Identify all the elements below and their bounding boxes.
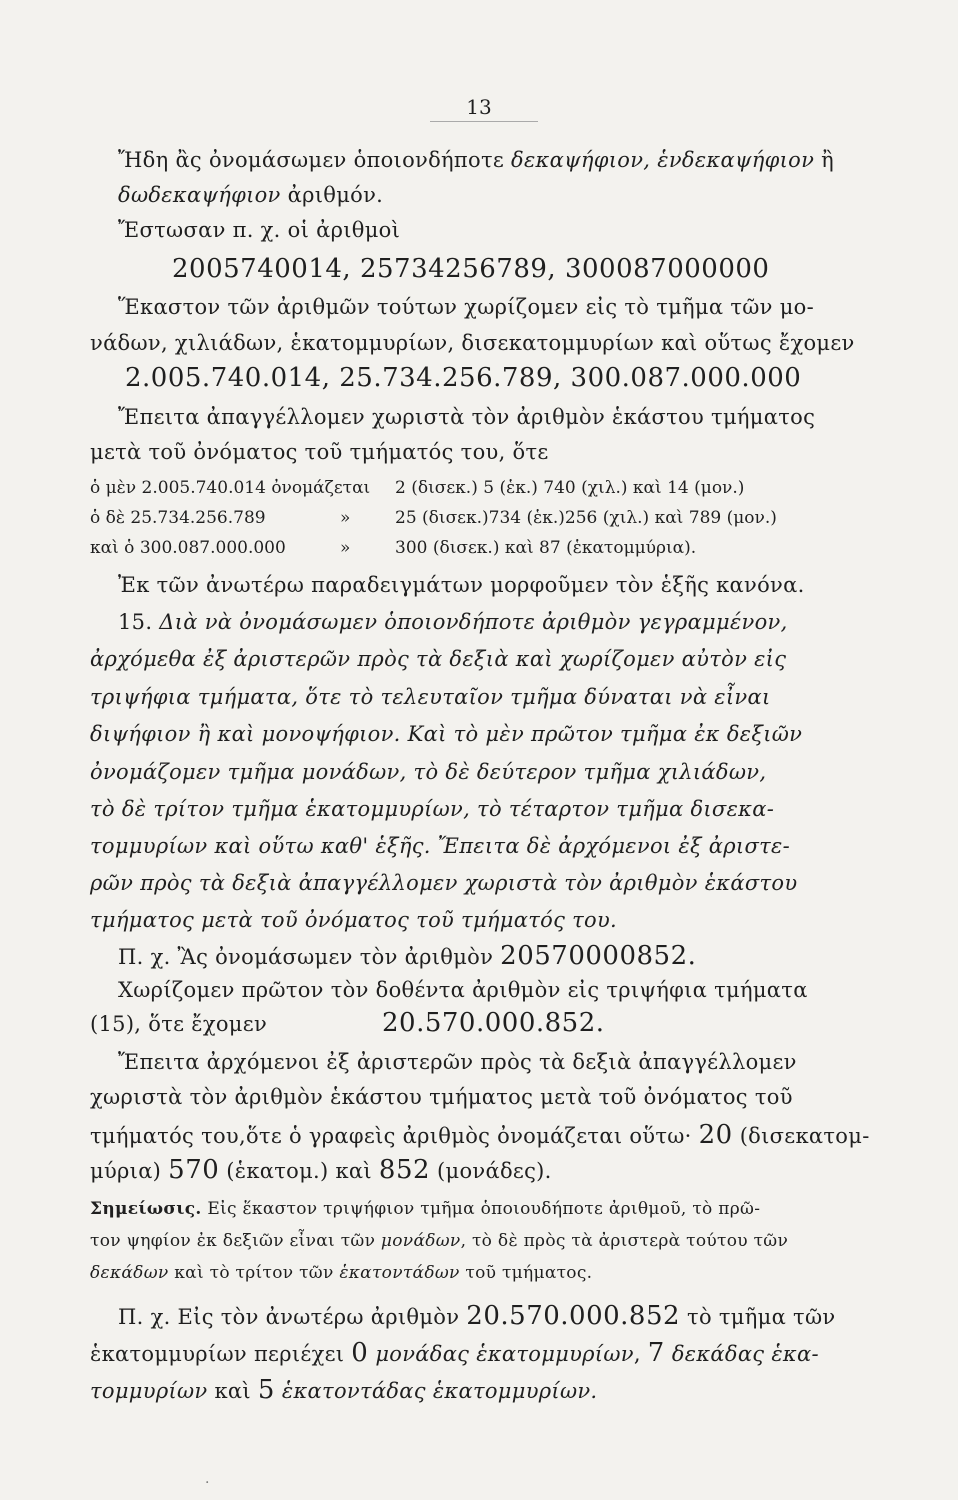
text-line: νάδων, χιλιάδων, ἑκατομμυρίων, δισεκατομμυρίων καὶ οὕτως ἔχομεν xyxy=(90,331,855,355)
number-line: 2005740014, 25734256789, 300087000000 xyxy=(172,254,770,284)
text-line: δωδεκαψήφιον ἀριθμόν. xyxy=(118,183,384,207)
text-line: τμήματος μετὰ τοῦ ὀνόματος τοῦ τμήματός του. xyxy=(90,908,618,932)
text-line: διψήφιον ἢ καὶ μονοψήφιον. Καὶ τὸ μὲν πρῶτον τμῆμα ἐκ δεξιῶν xyxy=(90,722,803,746)
number-line: 2.005.740.014, 25.734.256.789, 300.087.000.000 xyxy=(125,363,802,393)
section-heading: 15. Διὰ νὰ ὀνομάσωμεν ὁποιονδήποτε ἀριθμὸν γεγραμμένον, xyxy=(118,610,788,634)
note-line: Σημείωσις. Εἰς ἕκαστον τριψήφιον τμῆμα ὁποιουδήποτε ἀριθμοῦ, τὸ πρῶ- xyxy=(90,1199,761,1219)
text-line: ρῶν πρὸς τὰ δεξιὰ ἀπαγγέλλομεν χωριστὰ τὸν ἀριθμὸν ἑκάστου xyxy=(90,871,798,895)
print-speck: · xyxy=(205,1475,210,1491)
text-line: Π. χ. Ἂς ὀνομάσωμεν τὸν ἀριθμὸν 20570000852. xyxy=(118,941,697,971)
page-number-rule xyxy=(430,121,538,122)
text-line: τομμυρίων καὶ οὕτω καθ' ἑξῆς. Ἔπειτα δὲ ἀρχόμενοι ἐξ ἀριστε- xyxy=(90,834,790,858)
page-number: 13 xyxy=(466,95,492,119)
text-line: Π. χ. Εἰς τὸν ἀνωτέρω ἀριθμὸν 20.570.000.852 τὸ τμῆμα τῶν xyxy=(118,1301,836,1331)
text-line: τμήματός του,ὅτε ὁ γραφεὶς ἀριθμὸς ὀνομάζεται οὕτω· 20 (δισεκατομ- xyxy=(90,1120,870,1150)
text-line: μύρια) 570 (ἑκατομ.) καὶ 852 (μονάδες). xyxy=(90,1155,552,1185)
note-line: τον ψηφίον ἐκ δεξιῶν εἶναι τῶν μονάδων, τὸ δὲ πρὸς τὰ ἀριστερὰ τούτου τῶν xyxy=(90,1231,789,1251)
text-line: τομμυρίων καὶ 5 ἑκατοντάδας ἑκατομμυρίων. xyxy=(90,1375,598,1405)
text-line: Ἤδη ἂς ὀνομάσωμεν ὁποιονδήποτε δεκαψήφιον, ἑνδεκαψήφιον ἢ xyxy=(118,148,835,172)
text-line: τριψήφια τμήματα, ὅτε τὸ τελευταῖον τμῆμα δύναται νὰ εἶναι xyxy=(90,685,771,709)
text-line: Ἕκαστον τῶν ἀριθμῶν τούτων χωρίζομεν εἰς τὸ τμῆμα τῶν μο- xyxy=(118,295,815,319)
book-page: 13 Ἤδη ἂς ὀνομάσωμεν ὁποιονδήποτε δεκαψήφιον, ἑνδεκαψήφιον ἢ δωδεκαψήφιον ἀριθμόν. Ἔστωσαν π. χ. οἱ ἀριθμοὶ 2005740014, 25734256789, 300087000000 Ἕκαστον τῶν ἀριθμῶν τούτων χωρίζομεν εἰς τὸ τμῆμα τῶν μο- νάδων, χιλιάδων, ἑκατομμυρίων, δισεκατομμυρίων καὶ οὕτως ἔχομεν 2.005.740.014, 25.734.256.789, 300.087.000.000 Ἔπειτα ἀπαγγέλλομεν χωριστὰ τὸν ἀριθμὸν ἑκάστου τμήματος μετὰ τοῦ ὀνόματος τοῦ τμήματός του, ὅτε ὁ μὲν 2.005.740.014 ὀνομάζεται 2 (δισεκ.) 5 (ἑκ.) 740 (χιλ.) καὶ 14 (μον.) ὁ δὲ 25.734.256.789 » 25 (δισεκ.)734 (ἑκ.)256 (χιλ.) καὶ 789 (μον.) καὶ ὁ 300.087.000.000 » 300 (δισεκ.) καὶ 87 (ἑκατομμύρια). Ἐκ τῶν ἀνωτέρω παραδειγμάτων μορφοῦμεν τὸν ἑξῆς κανόνα. 15. Διὰ νὰ ὀνομάσωμεν ὁποιονδήποτε ἀριθμὸν γεγραμμένον, ἀρχόμεθα ἐξ ἀριστερῶν πρὸς τὰ δεξιὰ καὶ χωρίζομεν αὐτὸν εἰς τριψήφια τμήματα, ὅτε τὸ τελευταῖον τμῆμα δύναται νὰ εἶναι διψήφιον ἢ καὶ μονοψήφιον. Καὶ τὸ μὲν πρῶτον τμῆμα ἐκ δεξιῶν ὀνομάζομεν τμῆμα μονάδων, τὸ δὲ δεύτερον τμῆμα χιλιάδων, τὸ δὲ τρίτον τμῆμα ἑκατομμυρίων, τὸ τέταρτον τμῆμα δισεκα- τομμυρίων καὶ οὕτω καθ' ἑξῆς. Ἔπειτα δὲ ἀρχόμενοι ἐξ ἀριστε- ρῶν πρὸς τὰ δεξιὰ ἀπαγγέλλομεν χωριστὰ τὸν ἀριθμὸν ἑκάστου τμήματος μετὰ τοῦ ὀνόματος τοῦ τμήματός του. Π. χ. Ἂς ὀνομάσωμεν τὸν ἀριθμὸν 20570000852. Χωρίζομεν πρῶτον τὸν δοθέντα ἀριθμὸν εἰς τριψήφια τμήματα (15), ὅτε ἔχομεν 20.570.000.852. Ἔπειτα ἀρχόμενοι ἐξ ἀριστερῶν πρὸς τὰ δεξιὰ ἀπαγγέλλομεν χωριστὰ τὸν ἀριθμὸν ἑκάστου τμήματος μετὰ τοῦ ὀνόματος τοῦ τμήματός του,ὅτε ὁ γραφεὶς ἀριθμὸς ὀνομάζεται οὕτω· 20 (δισεκατομ- μύρια) 570 (ἑκατομ.) καὶ 852 (μονάδες). Σημείωσις. Εἰς ἕκαστον τριψήφιον τμῆμα ὁποιουδήποτε ἀριθμοῦ, τὸ πρῶ- τον ψηφίον ἐκ δεξιῶν εἶναι τῶν μονάδων, τὸ δὲ πρὸς τὰ ἀριστερὰ τούτου τῶν δεκάδων καὶ τὸ τρίτον τῶν ἑκατοντάδων τοῦ τμήματος. Π. χ. Εἰς τὸν ἀνωτέρω ἀριθμὸν 20.570.000.852 τὸ τμῆμα τῶν ἑκατομμυρίων περιέχει 0 μονάδας ἑκατομμυρίων, 7 δεκάδας ἑκα- τομμυρίων καὶ 5 ἑκατοντάδας ἑκατομμυρίων. · xyxy=(0,0,958,1500)
text-line: Ἐκ τῶν ἀνωτέρω παραδειγμάτων μορφοῦμεν τὸν ἑξῆς κανόνα. xyxy=(118,573,805,597)
text-line: ἑκατομμυρίων περιέχει 0 μονάδας ἑκατομμυρίων, 7 δεκάδας ἑκα- xyxy=(90,1338,819,1368)
text-line: Ἔστωσαν π. χ. οἱ ἀριθμοὶ xyxy=(118,218,401,242)
text-line: τὸ δὲ τρίτον τμῆμα ἑκατομμυρίων, τὸ τέταρτον τμῆμα δισεκα- xyxy=(90,797,775,821)
text-line: χωριστὰ τὸν ἀριθμὸν ἑκάστου τμήματος μετὰ τοῦ ὀνόματος τοῦ xyxy=(90,1085,793,1109)
text-line: ἀρχόμεθα ἐξ ἀριστερῶν πρὸς τὰ δεξιὰ καὶ χωρίζομεν αὐτὸν εἰς xyxy=(90,647,787,671)
text-line: Ἔπειτα ἀρχόμενοι ἐξ ἀριστερῶν πρὸς τὰ δεξιὰ ἀπαγγέλλομεν xyxy=(118,1050,797,1074)
text-line: (15), ὅτε ἔχομεν xyxy=(90,1012,268,1036)
text-line: Χωρίζομεν πρῶτον τὸν δοθέντα ἀριθμὸν εἰς τριψήφια τμήματα xyxy=(118,978,808,1002)
text-line: Ἔπειτα ἀπαγγέλλομεν χωριστὰ τὸν ἀριθμὸν ἑκάστου τμήματος xyxy=(118,405,816,429)
number-line: 20.570.000.852. xyxy=(382,1008,605,1038)
note-line: δεκάδων καὶ τὸ τρίτον τῶν ἑκατοντάδων τοῦ τμήματος. xyxy=(90,1263,593,1283)
text-line: ὀνομάζομεν τμῆμα μονάδων, τὸ δὲ δεύτερον τμῆμα χιλιάδων, xyxy=(90,760,767,784)
text-line: μετὰ τοῦ ὀνόματος τοῦ τμήματός του, ὅτε xyxy=(90,440,549,464)
